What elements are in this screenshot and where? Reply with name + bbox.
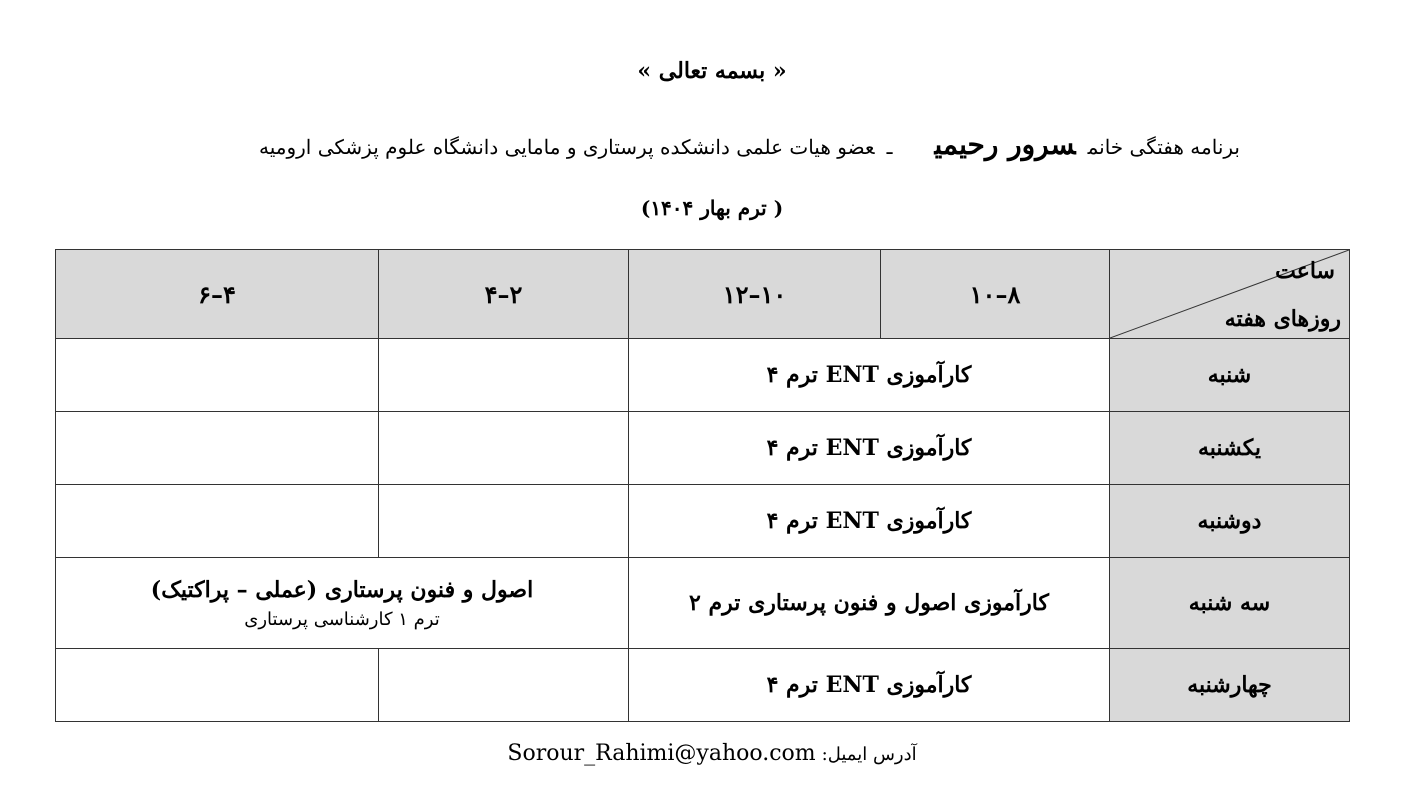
table-row — [56, 649, 1350, 722]
subtitle-prefix: برنامه هفتگی خانم — [1087, 135, 1240, 159]
empty-cell — [379, 412, 629, 485]
morning-activity-cell: کارآموزی اصول و فنون پرستاری ترم ۲ — [629, 558, 1110, 649]
day-cell: دوشنبه — [1110, 485, 1350, 558]
day-cell: یکشنبه — [1110, 412, 1350, 485]
footer-contact — [0, 741, 1424, 766]
morning-activity-cell: کارآموزی ENT ترم ۴ — [629, 412, 1110, 485]
time-slot-header: ۴–۶ — [56, 250, 379, 339]
subtitle-dash: ـ — [886, 135, 893, 159]
day-cell: شنبه — [1110, 339, 1350, 412]
day-cell: سه شنبه — [1110, 558, 1350, 649]
empty-cell — [379, 485, 629, 558]
empty-cell — [56, 339, 379, 412]
time-slot-header: ۸–۱۰ — [881, 250, 1110, 339]
time-slot-header: ۲–۴ — [379, 250, 629, 339]
morning-activity-cell: کارآموزی ENT ترم ۴ — [629, 339, 1110, 412]
empty-cell — [56, 412, 379, 485]
empty-cell — [56, 485, 379, 558]
email-address: Sorour_Rahimi@yahoo.com — [507, 741, 816, 766]
empty-cell — [56, 649, 379, 722]
morning-activity-cell: کارآموزی ENT ترم ۴ — [629, 649, 1110, 722]
day-cell: چهارشنبه — [1110, 649, 1350, 722]
faculty-name: سرور رحیمی — [934, 128, 1076, 161]
weekly-schedule-table — [55, 249, 1350, 722]
morning-activity-cell: کارآموزی ENT ترم ۴ — [629, 485, 1110, 558]
corner-hour-label: ساعت — [1275, 258, 1335, 284]
corner-days-label: روزهای هفته — [1224, 306, 1341, 332]
email-label: آدرس ایمیل: — [821, 744, 917, 765]
subtitle-line — [160, 128, 1240, 161]
header-row — [56, 250, 1350, 339]
afternoon-course-group: ترم ۱ کارشناسی پرستاری — [244, 608, 440, 630]
corner-cell — [1110, 250, 1350, 339]
table-row — [56, 485, 1350, 558]
empty-cell — [379, 339, 629, 412]
empty-cell — [379, 649, 629, 722]
term-label: ( ترم بهار ۱۴۰۴) — [640, 196, 784, 220]
table-row — [56, 558, 1350, 649]
afternoon-activity-cell — [56, 558, 629, 649]
afternoon-course-title: اصول و فنون پرستاری (عملی – پراکتیک) — [150, 576, 534, 603]
subtitle-suffix: عضو هیات علمی دانشکده پرستاری و مامایی دانشگاه علوم پزشکی ارومیه — [259, 135, 875, 159]
table-row — [56, 339, 1350, 412]
basmala-title: « بسمه تعالی » — [637, 58, 787, 84]
time-slot-header: ۱۰–۱۲ — [629, 250, 881, 339]
table-row — [56, 412, 1350, 485]
